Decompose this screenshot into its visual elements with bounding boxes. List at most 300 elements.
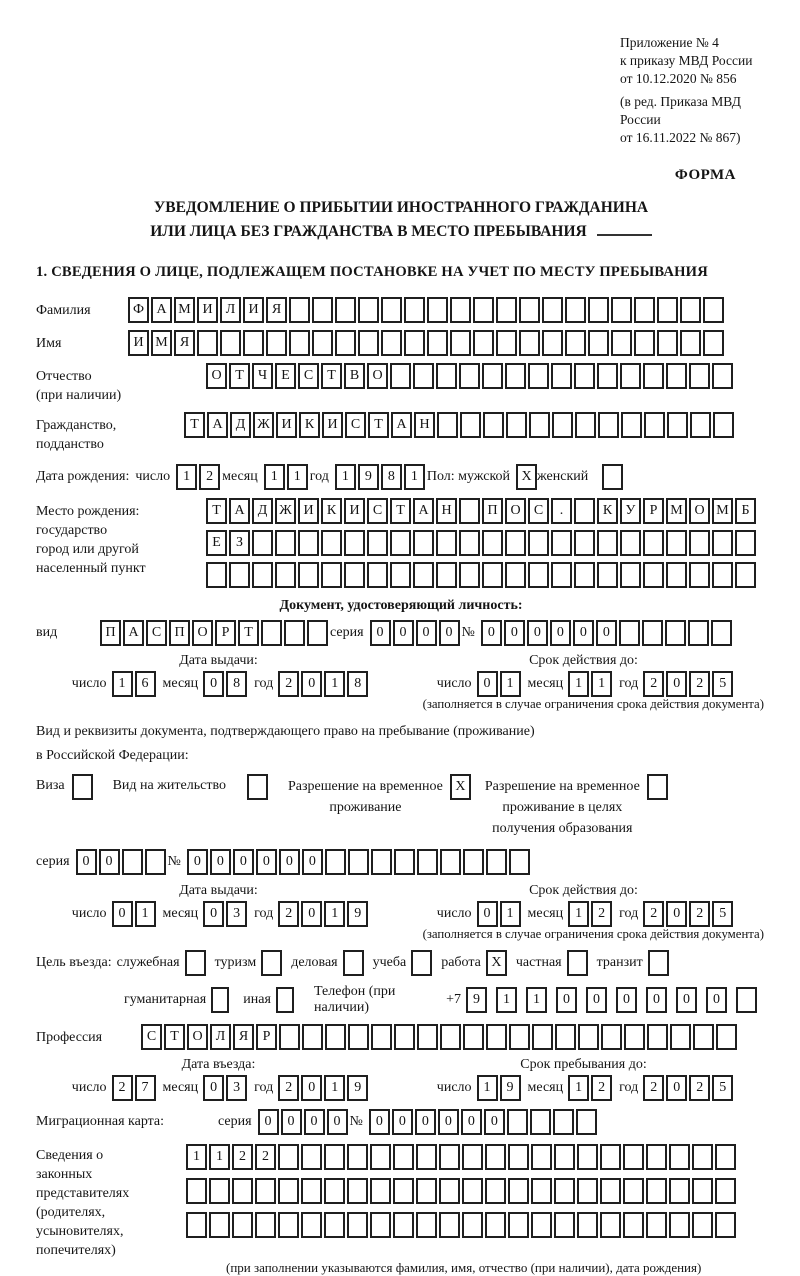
doc-issue-year-input[interactable] bbox=[278, 671, 370, 697]
char-box[interactable] bbox=[367, 530, 388, 556]
purpose-transit-checkbox[interactable] bbox=[648, 950, 669, 976]
char-box[interactable] bbox=[642, 620, 663, 646]
char-box[interactable]: 0 bbox=[301, 671, 322, 697]
char-box[interactable] bbox=[393, 1144, 414, 1170]
char-box[interactable] bbox=[666, 530, 687, 556]
char-box[interactable] bbox=[413, 363, 434, 389]
char-box[interactable]: 0 bbox=[233, 849, 254, 875]
char-box[interactable] bbox=[367, 562, 388, 588]
char-box[interactable] bbox=[577, 1144, 598, 1170]
char-box[interactable] bbox=[657, 330, 678, 356]
char-box[interactable]: 0 bbox=[438, 1109, 459, 1135]
char-box[interactable]: 0 bbox=[616, 987, 637, 1013]
char-box[interactable] bbox=[279, 1024, 300, 1050]
permit-issue-year-input[interactable] bbox=[278, 901, 370, 927]
char-box[interactable] bbox=[482, 562, 503, 588]
char-box[interactable] bbox=[255, 1178, 276, 1204]
char-box[interactable]: С bbox=[345, 412, 366, 438]
char-box[interactable] bbox=[577, 1178, 598, 1204]
char-box[interactable] bbox=[462, 1178, 483, 1204]
char-box[interactable] bbox=[646, 1212, 667, 1238]
char-box[interactable] bbox=[416, 1144, 437, 1170]
char-box[interactable]: 0 bbox=[112, 901, 133, 927]
char-box[interactable]: 0 bbox=[392, 1109, 413, 1135]
char-box[interactable] bbox=[506, 412, 527, 438]
char-box[interactable]: Я bbox=[233, 1024, 254, 1050]
char-box[interactable] bbox=[530, 1109, 551, 1135]
char-box[interactable] bbox=[554, 1178, 575, 1204]
char-box[interactable] bbox=[496, 330, 517, 356]
sex-male-checkbox[interactable]: X bbox=[516, 464, 537, 490]
char-box[interactable]: И bbox=[298, 498, 319, 524]
char-box[interactable] bbox=[621, 412, 642, 438]
char-box[interactable]: 0 bbox=[477, 901, 498, 927]
char-box[interactable]: 5 bbox=[712, 1075, 733, 1101]
purpose-tourism-checkbox[interactable] bbox=[261, 950, 282, 976]
char-box[interactable] bbox=[574, 562, 595, 588]
char-box[interactable]: 9 bbox=[500, 1075, 521, 1101]
doc-valid-month-input[interactable] bbox=[568, 671, 614, 697]
char-box[interactable] bbox=[657, 297, 678, 323]
char-box[interactable]: 0 bbox=[203, 671, 224, 697]
char-box[interactable] bbox=[646, 1144, 667, 1170]
char-box[interactable]: 1 bbox=[526, 987, 547, 1013]
sex-female-checkbox[interactable] bbox=[602, 464, 623, 490]
char-box[interactable] bbox=[712, 530, 733, 556]
char-box[interactable]: 8 bbox=[381, 464, 402, 490]
char-box[interactable]: 5 bbox=[712, 901, 733, 927]
char-box[interactable] bbox=[646, 1178, 667, 1204]
stay-month-input[interactable] bbox=[568, 1075, 614, 1101]
char-box[interactable] bbox=[284, 620, 305, 646]
representatives-input-row2[interactable] bbox=[186, 1178, 738, 1204]
char-box[interactable] bbox=[667, 412, 688, 438]
char-box[interactable]: Т bbox=[368, 412, 389, 438]
char-box[interactable]: 9 bbox=[347, 1075, 368, 1101]
char-box[interactable] bbox=[600, 1212, 621, 1238]
char-box[interactable]: О bbox=[367, 363, 388, 389]
char-box[interactable]: У bbox=[620, 498, 641, 524]
char-box[interactable] bbox=[347, 1212, 368, 1238]
char-box[interactable]: 0 bbox=[666, 901, 687, 927]
char-box[interactable] bbox=[324, 1178, 345, 1204]
char-box[interactable] bbox=[393, 1178, 414, 1204]
char-box[interactable] bbox=[715, 1178, 736, 1204]
char-box[interactable] bbox=[670, 1024, 691, 1050]
permit-issue-month-input[interactable] bbox=[203, 901, 249, 927]
char-box[interactable] bbox=[576, 1109, 597, 1135]
char-box[interactable] bbox=[496, 297, 517, 323]
char-box[interactable] bbox=[261, 620, 282, 646]
doc-issue-day-input[interactable] bbox=[112, 671, 158, 697]
char-box[interactable]: А bbox=[123, 620, 144, 646]
char-box[interactable] bbox=[462, 1212, 483, 1238]
char-box[interactable] bbox=[643, 530, 664, 556]
char-box[interactable] bbox=[669, 1212, 690, 1238]
stay-year-input[interactable] bbox=[643, 1075, 735, 1101]
char-box[interactable]: К bbox=[597, 498, 618, 524]
permit-series-input[interactable] bbox=[76, 849, 168, 875]
char-box[interactable] bbox=[578, 1024, 599, 1050]
doc-valid-year-input[interactable] bbox=[643, 671, 735, 697]
char-box[interactable]: И bbox=[322, 412, 343, 438]
char-box[interactable] bbox=[450, 297, 471, 323]
char-box[interactable]: С bbox=[141, 1024, 162, 1050]
char-box[interactable]: Ч bbox=[252, 363, 273, 389]
char-box[interactable] bbox=[692, 1178, 713, 1204]
char-box[interactable] bbox=[439, 1144, 460, 1170]
citizenship-input[interactable] bbox=[184, 412, 736, 438]
char-box[interactable] bbox=[600, 1178, 621, 1204]
char-box[interactable] bbox=[482, 530, 503, 556]
char-box[interactable]: 0 bbox=[203, 1075, 224, 1101]
char-box[interactable]: 0 bbox=[573, 620, 594, 646]
char-box[interactable]: 1 bbox=[591, 671, 612, 697]
char-box[interactable]: 2 bbox=[591, 1075, 612, 1101]
char-box[interactable]: 0 bbox=[461, 1109, 482, 1135]
char-box[interactable]: М bbox=[151, 330, 172, 356]
char-box[interactable]: О bbox=[206, 363, 227, 389]
patronymic-input[interactable] bbox=[206, 363, 735, 389]
char-box[interactable]: С bbox=[146, 620, 167, 646]
purpose-humanitarian-checkbox[interactable] bbox=[211, 987, 229, 1013]
birthplace-input-row3[interactable] bbox=[206, 562, 758, 588]
char-box[interactable]: И bbox=[276, 412, 297, 438]
char-box[interactable] bbox=[439, 1178, 460, 1204]
purpose-business-checkbox[interactable] bbox=[343, 950, 364, 976]
char-box[interactable] bbox=[413, 562, 434, 588]
char-box[interactable]: 0 bbox=[666, 671, 687, 697]
char-box[interactable]: А bbox=[413, 498, 434, 524]
char-box[interactable] bbox=[598, 412, 619, 438]
char-box[interactable]: 2 bbox=[255, 1144, 276, 1170]
char-box[interactable]: 0 bbox=[550, 620, 571, 646]
profession-input[interactable] bbox=[141, 1024, 739, 1050]
char-box[interactable] bbox=[229, 562, 250, 588]
char-box[interactable] bbox=[312, 297, 333, 323]
doc-issue-month-input[interactable] bbox=[203, 671, 249, 697]
char-box[interactable] bbox=[716, 1024, 737, 1050]
birth-month-input[interactable] bbox=[264, 464, 310, 490]
char-box[interactable]: С bbox=[298, 363, 319, 389]
char-box[interactable] bbox=[413, 530, 434, 556]
char-box[interactable] bbox=[669, 1178, 690, 1204]
char-box[interactable] bbox=[703, 330, 724, 356]
char-box[interactable] bbox=[577, 1212, 598, 1238]
char-box[interactable]: М bbox=[666, 498, 687, 524]
char-box[interactable]: А bbox=[391, 412, 412, 438]
char-box[interactable]: 8 bbox=[226, 671, 247, 697]
char-box[interactable] bbox=[437, 412, 458, 438]
char-box[interactable] bbox=[532, 1024, 553, 1050]
char-box[interactable] bbox=[255, 1212, 276, 1238]
char-box[interactable] bbox=[232, 1212, 253, 1238]
char-box[interactable] bbox=[505, 363, 526, 389]
char-box[interactable] bbox=[693, 1024, 714, 1050]
char-box[interactable] bbox=[619, 620, 640, 646]
char-box[interactable] bbox=[634, 330, 655, 356]
char-box[interactable]: С bbox=[367, 498, 388, 524]
char-box[interactable] bbox=[551, 562, 572, 588]
permit-number-input[interactable] bbox=[187, 849, 532, 875]
char-box[interactable] bbox=[574, 498, 595, 524]
char-box[interactable]: Р bbox=[643, 498, 664, 524]
char-box[interactable]: К bbox=[299, 412, 320, 438]
char-box[interactable]: 1 bbox=[112, 671, 133, 697]
char-box[interactable] bbox=[381, 330, 402, 356]
char-box[interactable] bbox=[620, 530, 641, 556]
char-box[interactable] bbox=[186, 1212, 207, 1238]
char-box[interactable] bbox=[122, 849, 143, 875]
char-box[interactable] bbox=[427, 297, 448, 323]
char-box[interactable]: . bbox=[551, 498, 572, 524]
char-box[interactable]: Ф bbox=[128, 297, 149, 323]
char-box[interactable]: Д bbox=[230, 412, 251, 438]
char-box[interactable] bbox=[462, 1144, 483, 1170]
char-box[interactable] bbox=[597, 530, 618, 556]
char-box[interactable]: 1 bbox=[324, 901, 345, 927]
char-box[interactable]: 6 bbox=[135, 671, 156, 697]
char-box[interactable]: 0 bbox=[279, 849, 300, 875]
char-box[interactable] bbox=[620, 562, 641, 588]
char-box[interactable] bbox=[266, 330, 287, 356]
surname-input[interactable] bbox=[128, 297, 726, 323]
char-box[interactable] bbox=[542, 297, 563, 323]
char-box[interactable] bbox=[390, 363, 411, 389]
char-box[interactable]: 2 bbox=[232, 1144, 253, 1170]
char-box[interactable] bbox=[597, 562, 618, 588]
char-box[interactable] bbox=[416, 1178, 437, 1204]
char-box[interactable] bbox=[473, 330, 494, 356]
mc-series-input[interactable] bbox=[258, 1109, 350, 1135]
char-box[interactable]: П bbox=[169, 620, 190, 646]
doc-number-input[interactable] bbox=[481, 620, 734, 646]
char-box[interactable] bbox=[348, 1024, 369, 1050]
char-box[interactable]: Ж bbox=[253, 412, 274, 438]
char-box[interactable] bbox=[703, 297, 724, 323]
char-box[interactable]: 2 bbox=[689, 901, 710, 927]
char-box[interactable] bbox=[321, 530, 342, 556]
char-box[interactable] bbox=[482, 363, 503, 389]
char-box[interactable] bbox=[220, 330, 241, 356]
char-box[interactable] bbox=[347, 1178, 368, 1204]
char-box[interactable]: 2 bbox=[643, 1075, 664, 1101]
char-box[interactable] bbox=[485, 1178, 506, 1204]
char-box[interactable] bbox=[553, 1109, 574, 1135]
char-box[interactable]: 3 bbox=[226, 901, 247, 927]
char-box[interactable]: И bbox=[128, 330, 149, 356]
char-box[interactable] bbox=[505, 530, 526, 556]
visa-checkbox[interactable] bbox=[72, 774, 93, 800]
char-box[interactable] bbox=[508, 1212, 529, 1238]
char-box[interactable]: И bbox=[243, 297, 264, 323]
char-box[interactable]: 0 bbox=[301, 1075, 322, 1101]
char-box[interactable] bbox=[436, 530, 457, 556]
char-box[interactable]: 2 bbox=[278, 1075, 299, 1101]
char-box[interactable]: З bbox=[229, 530, 250, 556]
char-box[interactable] bbox=[275, 562, 296, 588]
char-box[interactable] bbox=[509, 849, 530, 875]
blank-underline[interactable] bbox=[597, 220, 652, 236]
char-box[interactable]: 0 bbox=[504, 620, 525, 646]
birthplace-input-row2[interactable] bbox=[206, 530, 758, 556]
char-box[interactable] bbox=[735, 562, 756, 588]
char-box[interactable] bbox=[440, 849, 461, 875]
char-box[interactable]: Ж bbox=[275, 498, 296, 524]
residence-permit-checkbox[interactable] bbox=[247, 774, 268, 800]
char-box[interactable] bbox=[486, 1024, 507, 1050]
permit-issue-day-input[interactable] bbox=[112, 901, 158, 927]
char-box[interactable] bbox=[440, 1024, 461, 1050]
char-box[interactable] bbox=[298, 562, 319, 588]
char-box[interactable]: 1 bbox=[404, 464, 425, 490]
char-box[interactable]: 0 bbox=[415, 1109, 436, 1135]
char-box[interactable]: 0 bbox=[99, 849, 120, 875]
char-box[interactable] bbox=[324, 1144, 345, 1170]
char-box[interactable] bbox=[394, 849, 415, 875]
char-box[interactable]: 0 bbox=[706, 987, 727, 1013]
char-box[interactable]: 0 bbox=[369, 1109, 390, 1135]
char-box[interactable] bbox=[347, 1144, 368, 1170]
char-box[interactable] bbox=[643, 363, 664, 389]
char-box[interactable] bbox=[711, 620, 732, 646]
char-box[interactable]: 0 bbox=[416, 620, 437, 646]
char-box[interactable] bbox=[186, 1178, 207, 1204]
char-box[interactable] bbox=[551, 363, 572, 389]
char-box[interactable] bbox=[252, 530, 273, 556]
char-box[interactable] bbox=[611, 297, 632, 323]
char-box[interactable]: М bbox=[712, 498, 733, 524]
char-box[interactable]: 0 bbox=[481, 620, 502, 646]
char-box[interactable] bbox=[298, 530, 319, 556]
char-box[interactable] bbox=[565, 330, 586, 356]
char-box[interactable]: Т bbox=[229, 363, 250, 389]
char-box[interactable] bbox=[643, 562, 664, 588]
char-box[interactable] bbox=[485, 1144, 506, 1170]
char-box[interactable]: 1 bbox=[500, 671, 521, 697]
char-box[interactable] bbox=[551, 530, 572, 556]
char-box[interactable] bbox=[460, 412, 481, 438]
char-box[interactable] bbox=[715, 1212, 736, 1238]
permit-valid-day-input[interactable] bbox=[477, 901, 523, 927]
char-box[interactable]: О bbox=[505, 498, 526, 524]
char-box[interactable]: 0 bbox=[646, 987, 667, 1013]
temp-residence-edu-checkbox[interactable] bbox=[647, 774, 668, 800]
char-box[interactable]: Л bbox=[210, 1024, 231, 1050]
char-box[interactable] bbox=[427, 330, 448, 356]
char-box[interactable] bbox=[289, 330, 310, 356]
char-box[interactable] bbox=[554, 1144, 575, 1170]
char-box[interactable]: А bbox=[229, 498, 250, 524]
char-box[interactable]: В bbox=[344, 363, 365, 389]
representatives-input-row1[interactable] bbox=[186, 1144, 738, 1170]
char-box[interactable]: Н bbox=[436, 498, 457, 524]
char-box[interactable] bbox=[680, 297, 701, 323]
char-box[interactable] bbox=[624, 1024, 645, 1050]
char-box[interactable] bbox=[393, 1212, 414, 1238]
char-box[interactable] bbox=[597, 363, 618, 389]
char-box[interactable]: 1 bbox=[186, 1144, 207, 1170]
char-box[interactable] bbox=[325, 849, 346, 875]
char-box[interactable] bbox=[301, 1144, 322, 1170]
char-box[interactable]: 0 bbox=[327, 1109, 348, 1135]
char-box[interactable] bbox=[463, 849, 484, 875]
char-box[interactable] bbox=[528, 530, 549, 556]
char-box[interactable] bbox=[623, 1178, 644, 1204]
char-box[interactable] bbox=[344, 530, 365, 556]
char-box[interactable] bbox=[358, 330, 379, 356]
char-box[interactable] bbox=[404, 297, 425, 323]
char-box[interactable] bbox=[243, 330, 264, 356]
char-box[interactable] bbox=[463, 1024, 484, 1050]
char-box[interactable] bbox=[301, 1178, 322, 1204]
char-box[interactable] bbox=[450, 330, 471, 356]
char-box[interactable] bbox=[528, 562, 549, 588]
char-box[interactable]: Д bbox=[252, 498, 273, 524]
char-box[interactable] bbox=[206, 562, 227, 588]
birth-year-input[interactable] bbox=[335, 464, 427, 490]
char-box[interactable] bbox=[509, 1024, 530, 1050]
char-box[interactable]: 1 bbox=[496, 987, 517, 1013]
char-box[interactable]: 9 bbox=[358, 464, 379, 490]
char-box[interactable] bbox=[519, 297, 540, 323]
char-box[interactable] bbox=[712, 562, 733, 588]
char-box[interactable] bbox=[344, 562, 365, 588]
char-box[interactable]: А bbox=[207, 412, 228, 438]
char-box[interactable] bbox=[417, 1024, 438, 1050]
char-box[interactable]: 2 bbox=[278, 901, 299, 927]
char-box[interactable]: Л bbox=[220, 297, 241, 323]
char-box[interactable]: Б bbox=[735, 498, 756, 524]
char-box[interactable]: 3 bbox=[226, 1075, 247, 1101]
char-box[interactable] bbox=[370, 1212, 391, 1238]
char-box[interactable] bbox=[623, 1144, 644, 1170]
char-box[interactable]: П bbox=[482, 498, 503, 524]
char-box[interactable] bbox=[529, 412, 550, 438]
char-box[interactable]: 2 bbox=[643, 901, 664, 927]
char-box[interactable]: 0 bbox=[301, 901, 322, 927]
char-box[interactable]: Р bbox=[215, 620, 236, 646]
char-box[interactable] bbox=[588, 297, 609, 323]
char-box[interactable]: 0 bbox=[556, 987, 577, 1013]
char-box[interactable]: О bbox=[689, 498, 710, 524]
char-box[interactable] bbox=[715, 1144, 736, 1170]
char-box[interactable] bbox=[439, 1212, 460, 1238]
char-box[interactable] bbox=[371, 1024, 392, 1050]
char-box[interactable] bbox=[531, 1212, 552, 1238]
char-box[interactable] bbox=[689, 562, 710, 588]
char-box[interactable] bbox=[713, 412, 734, 438]
char-box[interactable] bbox=[600, 1144, 621, 1170]
char-box[interactable] bbox=[473, 297, 494, 323]
char-box[interactable]: Т bbox=[238, 620, 259, 646]
char-box[interactable]: 1 bbox=[568, 1075, 589, 1101]
birthplace-input-row1[interactable] bbox=[206, 498, 758, 524]
entry-month-input[interactable] bbox=[203, 1075, 249, 1101]
phone-input[interactable] bbox=[466, 987, 766, 1013]
char-box[interactable]: 0 bbox=[439, 620, 460, 646]
char-box[interactable] bbox=[197, 330, 218, 356]
char-box[interactable] bbox=[736, 987, 757, 1013]
char-box[interactable] bbox=[436, 562, 457, 588]
char-box[interactable] bbox=[459, 498, 480, 524]
char-box[interactable] bbox=[417, 849, 438, 875]
char-box[interactable] bbox=[574, 530, 595, 556]
char-box[interactable] bbox=[483, 412, 504, 438]
doc-type-input[interactable] bbox=[100, 620, 330, 646]
char-box[interactable] bbox=[416, 1212, 437, 1238]
char-box[interactable]: 1 bbox=[135, 901, 156, 927]
